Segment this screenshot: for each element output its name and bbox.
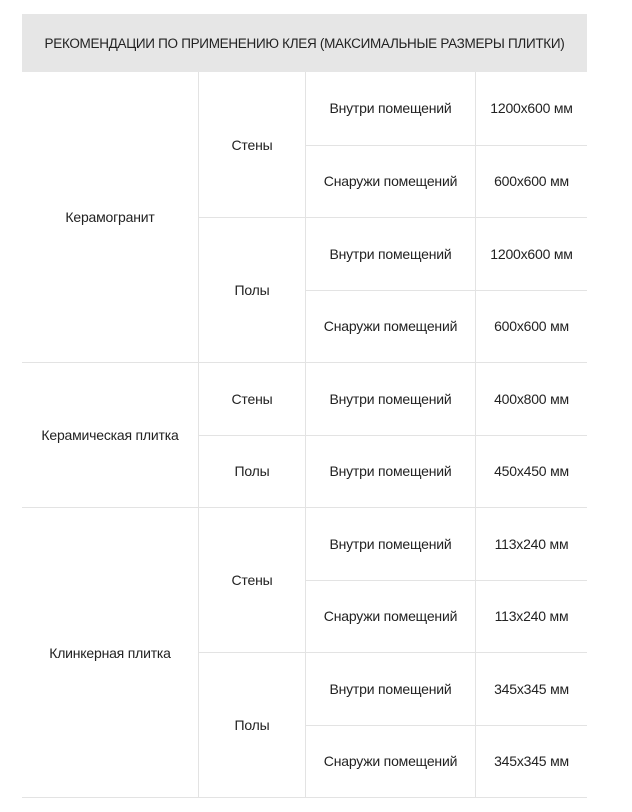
size-cell: 600x600 мм — [475, 145, 587, 218]
location-cell: Внутри помещений — [305, 217, 475, 290]
location-cell: Снаружи помещений — [305, 290, 475, 363]
surface-cell: Полы — [198, 217, 305, 362]
size-cell: 345x345 мм — [475, 652, 587, 725]
size-cell: 113x240 мм — [475, 507, 587, 580]
location-cell: Внутри помещений — [305, 72, 475, 145]
location-cell: Внутри помещений — [305, 435, 475, 508]
surface-cell: Стены — [198, 72, 305, 217]
size-cell: 400x800 мм — [475, 362, 587, 435]
surface-cell: Стены — [198, 507, 305, 652]
material-cell: Керамическая плитка — [22, 362, 198, 507]
size-cell: 345x345 мм — [475, 725, 587, 798]
adhesive-table — [22, 72, 587, 797]
size-cell: 1200x600 мм — [475, 217, 587, 290]
surface-cell: Полы — [198, 652, 305, 797]
table-title: РЕКОМЕНДАЦИИ ПО ПРИМЕНЕНИЮ КЛЕЯ (МАКСИМАЛЬНЫЕ РАЗМЕРЫ ПЛИТКИ) — [22, 14, 587, 72]
size-cell: 450x450 мм — [475, 435, 587, 508]
location-cell: Внутри помещений — [305, 652, 475, 725]
location-cell: Внутри помещений — [305, 507, 475, 580]
location-cell: Снаружи помещений — [305, 145, 475, 218]
material-cell: Керамогранит — [65, 209, 155, 225]
location-cell: Внутри помещений — [305, 362, 475, 435]
location-cell: Снаружи помещений — [305, 725, 475, 798]
surface-cell: Стены — [198, 362, 305, 435]
table-bottom-border — [22, 797, 587, 798]
size-cell: 1200x600 мм — [475, 72, 587, 145]
size-cell: 600x600 мм — [475, 290, 587, 363]
size-cell: 113x240 мм — [475, 580, 587, 653]
material-cell: Клинкерная плитка — [22, 507, 198, 797]
surface-cell: Полы — [198, 435, 305, 508]
location-cell: Снаружи помещений — [305, 580, 475, 653]
